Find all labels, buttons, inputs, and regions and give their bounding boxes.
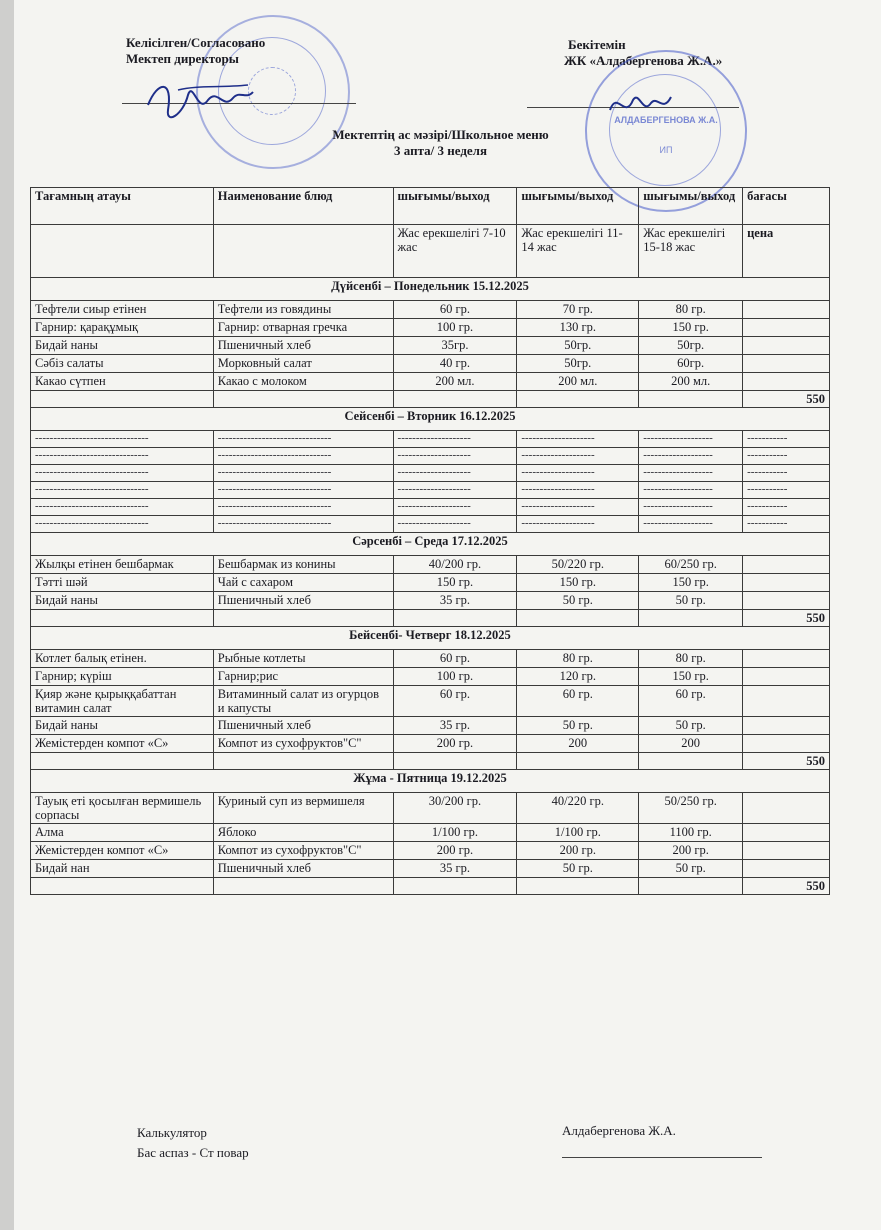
dash-cell: ------------------------------- [31,465,214,482]
yield-7-10: 35 гр. [393,717,517,735]
menu-table [30,187,830,895]
dish-name-kz: Алма [31,824,214,842]
yield-15-18: 50/250 гр. [639,793,743,824]
yield-11-14: 50 гр. [517,860,639,878]
empty-cell [213,225,393,278]
price-cell [743,717,830,735]
dish-name-ru: Рыбные котлеты [213,650,393,668]
empty-cell [517,391,639,408]
dash-cell: ------------------------------- [213,482,393,499]
menu-row [31,355,830,373]
menu-row [31,824,830,842]
yield-11-14: 1/100 гр. [517,824,639,842]
dish-name-ru: Бешбармак из конины [213,556,393,574]
yield-7-10: 40 гр. [393,355,517,373]
dash-cell: ------------------- [639,516,743,533]
yield-15-18: 80 гр. [639,301,743,319]
dish-name-kz: Бидай наны [31,717,214,735]
approval-right-label: Бекітемін [568,37,626,52]
yield-15-18: 1100 гр. [639,824,743,842]
dash-cell: -------------------- [393,465,517,482]
dash-cell: ----------- [743,516,830,533]
yield-15-18: 50 гр. [639,717,743,735]
dish-name-ru: Куриный суп из вермишеля [213,793,393,824]
dash-cell: -------------------- [517,499,639,516]
dish-name-kz: Тауық еті қосылған вермишель сорпасы [31,793,214,824]
price-cell [743,319,830,337]
dish-name-ru: Компот из сухофруктов"С" [213,842,393,860]
price-cell [743,301,830,319]
dash-cell: -------------------- [393,499,517,516]
empty-cell [213,610,393,627]
day-header-row [31,533,830,556]
calculator-label: Калькулятор [137,1125,207,1140]
yield-7-10: 200 мл. [393,373,517,391]
yield-7-10: 35 гр. [393,592,517,610]
empty-cell [31,225,214,278]
dash-cell: -------------------- [517,482,639,499]
empty-cell [517,610,639,627]
dish-name-ru: Пшеничный хлеб [213,860,393,878]
approval-left-label: Келісілген/Согласовано [126,35,266,50]
dish-name-kz: Тәтті шәй [31,574,214,592]
yield-15-18: 50 гр. [639,860,743,878]
day-title: Бейсенбі- Четверг 18.12.2025 [31,627,830,650]
dash-cell: ----------- [743,465,830,482]
day-total-price: 550 [743,753,830,770]
menu-row [31,793,830,824]
yield-15-18: 200 мл. [639,373,743,391]
price-cell [743,355,830,373]
empty-cell [517,753,639,770]
menu-row [31,842,830,860]
empty-menu-row [31,516,830,533]
day-title: Жұма - Пятница 19.12.2025 [31,770,830,793]
dish-name-ru: Пшеничный хлеб [213,592,393,610]
dash-cell: ------------------------------- [213,448,393,465]
yield-11-14: 130 гр. [517,319,639,337]
dish-name-ru: Морковный салат [213,355,393,373]
dash-cell: -------------------- [517,448,639,465]
yield-11-14: 150 гр. [517,574,639,592]
dish-name-ru: Тефтели из говядины [213,301,393,319]
yield-15-18: 60/250 гр. [639,556,743,574]
dash-cell: ------------------------------- [213,499,393,516]
yield-7-10: 150 гр. [393,574,517,592]
dish-name-kz: Қияр және қырыққабаттан витамин салат [31,686,214,717]
empty-cell [213,753,393,770]
yield-15-18: 50гр. [639,337,743,355]
dash-cell: ----------- [743,448,830,465]
yield-11-14: 70 гр. [517,301,639,319]
dash-cell: ------------------- [639,482,743,499]
price-cell [743,668,830,686]
yield-11-14: 50гр. [517,337,639,355]
col-header-yield-7-10: шығымы/выход [393,188,517,225]
table-header-row [31,188,830,225]
dish-name-kz: Бидай наны [31,592,214,610]
yield-7-10: 40/200 гр. [393,556,517,574]
price-cell [743,373,830,391]
dash-cell: ----------- [743,482,830,499]
day-total-row [31,753,830,770]
dish-name-ru: Гарнир: отварная гречка [213,319,393,337]
menu-row [31,860,830,878]
price-cell [743,556,830,574]
yield-7-10: 60 гр. [393,301,517,319]
menu-body [31,278,830,895]
yield-15-18: 150 гр. [639,574,743,592]
age-group-7-10: Жас ерекшелігі 7-10 жас [393,225,517,278]
empty-cell [31,391,214,408]
col-header-ru-name: Наименование блюд [213,188,393,225]
yield-7-10: 60 гр. [393,686,517,717]
dish-name-kz: Жылқы етінен бешбармак [31,556,214,574]
dash-cell: ------------------------------- [31,482,214,499]
yield-7-10: 1/100 гр. [393,824,517,842]
price-cell [743,337,830,355]
price-cell [743,735,830,753]
yield-15-18: 80 гр. [639,650,743,668]
dash-cell: -------------------- [393,431,517,448]
dash-cell: -------------------- [393,516,517,533]
yield-7-10: 100 гр. [393,668,517,686]
dash-cell: ------------------------------- [213,431,393,448]
price-cell [743,592,830,610]
empty-menu-row [31,482,830,499]
menu-row [31,650,830,668]
price-cell [743,860,830,878]
dish-name-kz: Сәбіз салаты [31,355,214,373]
day-total-row [31,391,830,408]
day-header-row [31,408,830,431]
empty-cell [639,753,743,770]
day-total-price: 550 [743,878,830,895]
yield-11-14: 80 гр. [517,650,639,668]
dash-cell: -------------------- [517,516,639,533]
dash-cell: ------------------------------- [213,516,393,533]
dish-name-kz: Жемістерден компот «С» [31,735,214,753]
yield-11-14: 200 мл. [517,373,639,391]
menu-row [31,735,830,753]
empty-menu-row [31,448,830,465]
yield-7-10: 60 гр. [393,650,517,668]
dash-cell: -------------------- [393,448,517,465]
empty-cell [31,753,214,770]
dash-cell: ----------- [743,499,830,516]
price-cell [743,574,830,592]
col-header-kz-name: Тағамның атауы [31,188,214,225]
dash-cell: ----------- [743,431,830,448]
yield-15-18: 200 [639,735,743,753]
entrepreneur-seal-stamp: АЛДАБЕРГЕНОВА Ж.А. ИП [585,50,747,212]
dish-name-kz: Котлет балық етінен. [31,650,214,668]
col-header-price: бағасы [743,188,830,225]
yield-11-14: 200 [517,735,639,753]
yield-7-10: 35гр. [393,337,517,355]
empty-cell [213,391,393,408]
menu-row [31,301,830,319]
empty-cell [393,753,517,770]
dish-name-ru: Чай с сахаром [213,574,393,592]
yield-11-14: 40/220 гр. [517,793,639,824]
day-total-row [31,878,830,895]
empty-menu-row [31,431,830,448]
dish-name-kz: Какао сүтпен [31,373,214,391]
yield-15-18: 150 гр. [639,668,743,686]
dish-name-ru: Гарнир;рис [213,668,393,686]
yield-11-14: 50гр. [517,355,639,373]
dash-cell: ------------------------------- [213,465,393,482]
col-header-yield-11-14: шығымы/выход [517,188,639,225]
day-total-row [31,610,830,627]
dish-name-kz: Гарнир; күріш [31,668,214,686]
menu-row [31,592,830,610]
empty-cell [31,878,214,895]
dish-name-ru: Пшеничный хлеб [213,337,393,355]
dash-cell: ------------------------------- [31,499,214,516]
dish-name-kz: Бидай наны [31,337,214,355]
calculator-name: Алдабергенова Ж.А. [562,1123,676,1138]
day-title: Дүйсенбі – Понедельник 15.12.2025 [31,278,830,301]
price-cell [743,686,830,717]
price-cell [743,650,830,668]
day-total-price: 550 [743,391,830,408]
dash-cell: ------------------- [639,499,743,516]
director-label: Мектеп директоры [126,51,239,66]
yield-7-10: 200 гр. [393,735,517,753]
entrepreneur-signature [605,85,675,125]
yield-15-18: 50 гр. [639,592,743,610]
yield-15-18: 60гр. [639,355,743,373]
yield-15-18: 200 гр. [639,842,743,860]
yield-11-14: 50 гр. [517,717,639,735]
yield-7-10: 35 гр. [393,860,517,878]
dash-cell: ------------------------------- [31,431,214,448]
price-cell [743,842,830,860]
age-group-11-14: Жас ерекшелігі 11-14 жас [517,225,639,278]
table-subheader-row [31,225,830,278]
col-header-yield-15-18: шығымы/выход [639,188,743,225]
age-group-15-18: Жас ерекшелігі 15-18 жас [639,225,743,278]
day-title: Сейсенбі – Вторник 16.12.2025 [31,408,830,431]
yield-11-14: 60 гр. [517,686,639,717]
empty-cell [31,610,214,627]
menu-row [31,668,830,686]
menu-row [31,717,830,735]
dish-name-ru: Компот из сухофруктов"С" [213,735,393,753]
menu-row [31,556,830,574]
menu-week: 3 апта/ 3 неделя [394,143,487,158]
yield-11-14: 200 гр. [517,842,639,860]
empty-menu-row [31,465,830,482]
empty-cell [213,878,393,895]
day-header-row [31,770,830,793]
empty-cell [639,391,743,408]
dash-cell: -------------------- [393,482,517,499]
day-header-row [31,278,830,301]
empty-cell [393,391,517,408]
footer-signature-line [562,1157,762,1158]
dish-name-ru: Витаминный салат из огурцов и капусты [213,686,393,717]
yield-11-14: 50 гр. [517,592,639,610]
empty-menu-row [31,499,830,516]
menu-row [31,686,830,717]
price-cell [743,793,830,824]
dash-cell: ------------------------------- [31,448,214,465]
empty-cell [639,878,743,895]
head-chef-label: Бас аспаз - Ст повар [137,1145,249,1160]
dish-name-kz: Гарнир: қарақұмық [31,319,214,337]
yield-7-10: 100 гр. [393,319,517,337]
dish-name-ru: Яблоко [213,824,393,842]
yield-15-18: 150 гр. [639,319,743,337]
empty-cell [393,878,517,895]
menu-row [31,574,830,592]
dash-cell: ------------------------------- [31,516,214,533]
price-subheader: цена [743,225,830,278]
director-signature [138,70,258,130]
dish-name-ru: Пшеничный хлеб [213,717,393,735]
day-header-row [31,627,830,650]
price-cell [743,824,830,842]
dish-name-kz: Тефтели сиыр етінен [31,301,214,319]
dash-cell: -------------------- [517,465,639,482]
yield-7-10: 200 гр. [393,842,517,860]
menu-row [31,373,830,391]
empty-cell [639,610,743,627]
day-title: Сәрсенбі – Среда 17.12.2025 [31,533,830,556]
dash-cell: -------------------- [517,431,639,448]
dish-name-kz: Жемістерден компот «С» [31,842,214,860]
menu-title: Мектептің ас мәзірі/Школьное меню [332,127,549,142]
dash-cell: ------------------- [639,448,743,465]
dash-cell: ------------------- [639,431,743,448]
empty-cell [393,610,517,627]
dash-cell: ------------------- [639,465,743,482]
menu-row [31,319,830,337]
yield-7-10: 30/200 гр. [393,793,517,824]
dish-name-ru: Какао с молоком [213,373,393,391]
day-total-price: 550 [743,610,830,627]
yield-15-18: 60 гр. [639,686,743,717]
yield-11-14: 120 гр. [517,668,639,686]
entrepreneur-name: ЖК «Алдабергенова Ж.А.» [564,53,723,68]
dish-name-kz: Бидай нан [31,860,214,878]
empty-cell [517,878,639,895]
yield-11-14: 50/220 гр. [517,556,639,574]
menu-row [31,337,830,355]
